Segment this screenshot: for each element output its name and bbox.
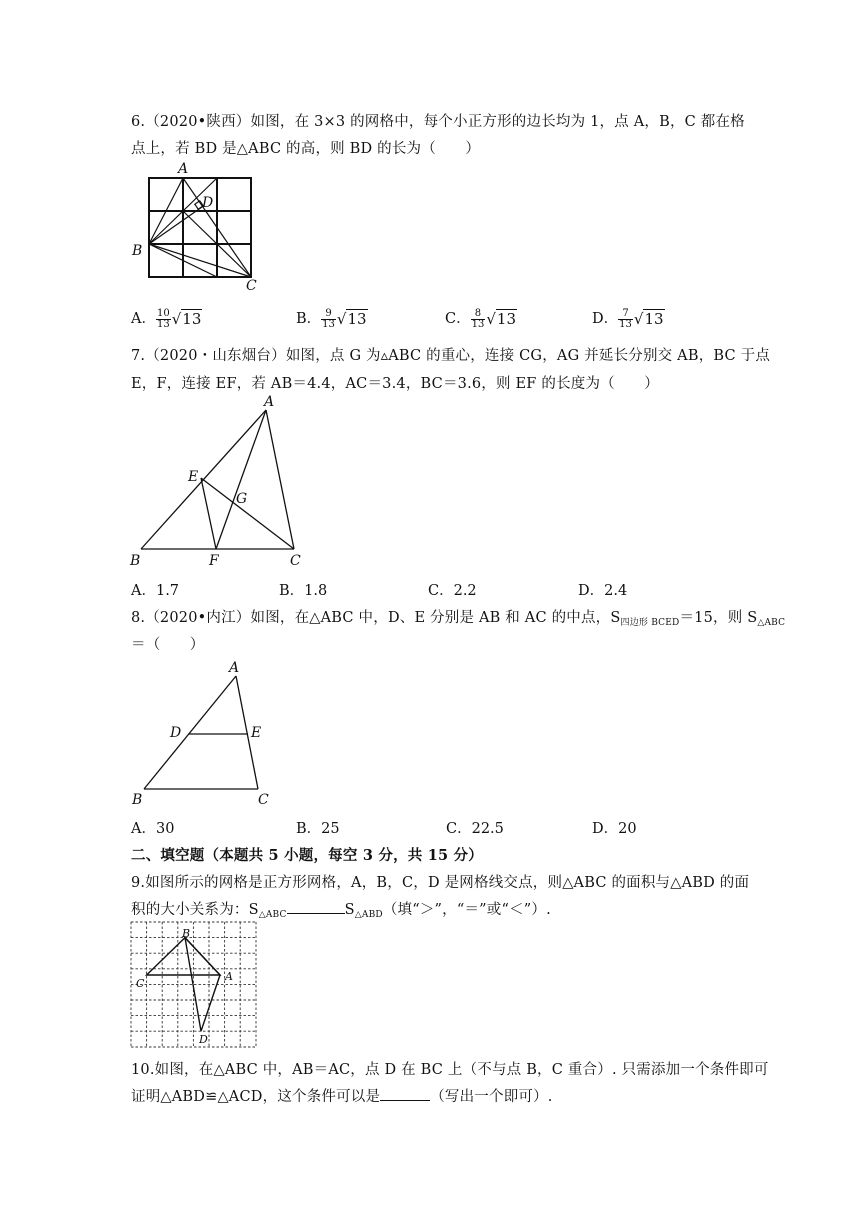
q6-option-c[interactable]: C． $\frac{8}{13}$ √13 — [445, 307, 516, 330]
q8-text-line2: ＝（ ） — [131, 637, 205, 653]
q9-dotted-grid-figure — [128, 920, 260, 1050]
q9-label-A: A — [225, 970, 233, 983]
q8-label-B: B — [132, 792, 143, 808]
q7-label-C: C — [290, 553, 301, 569]
q8-option-a[interactable]: A．30 — [131, 821, 175, 837]
q9-label-C: C — [136, 977, 145, 990]
q8-label-E: E — [251, 725, 262, 741]
q7-triangle-figure — [126, 392, 316, 572]
q8-option-b[interactable]: B．25 — [296, 821, 340, 837]
q7-label-F: F — [209, 553, 219, 569]
q10-text-line2: 证明△ABD≌△ACD，这个条件可以是 （写出一个即可）. — [131, 1089, 553, 1105]
q6-label-B: B — [132, 243, 143, 259]
q6-text-line2: 点上，若 BD 是△ABC 的高，则 BD 的长为（ ） — [131, 141, 481, 157]
q6-option-a[interactable]: A． $\frac{10}{13}$ √13 — [131, 307, 202, 330]
q8-option-c[interactable]: C．22.5 — [446, 821, 504, 837]
q7-label-G: G — [236, 491, 248, 507]
section-heading-fill-in: 二、填空题（本题共 5 小题，每空 3 分，共 15 分） — [131, 847, 483, 864]
option-letter: B． — [296, 311, 322, 327]
option-letter: C． — [445, 311, 471, 327]
q7-text-line1: 7.（2020・山东烟台）如图，点 G 为▵ABC 的重心，连接 CG，AG 并延长分别交 AB，BC 于点 — [131, 348, 771, 364]
q6-option-b[interactable]: B． $\frac{9}{13}$ √13 — [296, 307, 367, 330]
q9-text-line2: 积的大小关系为：$S_{\triangle ABC}$ $S_{\triangle ABD}$（填“＞”，“＝”或“＜”）. — [131, 902, 551, 920]
q8-label-C: C — [258, 792, 269, 808]
q9-label-D: D — [199, 1033, 208, 1046]
option-letter: D． — [592, 311, 619, 327]
q7-label-B: B — [130, 553, 141, 569]
q6-label-A: A — [178, 161, 189, 177]
q7-label-E: E — [188, 469, 199, 485]
q8-label-D: D — [170, 725, 182, 741]
q10-answer-blank[interactable] — [380, 1088, 430, 1101]
q8-option-d[interactable]: D．20 — [592, 821, 637, 837]
q9-label-B: B — [182, 927, 191, 940]
q6-option-d[interactable]: D． $\frac{7}{13}$ √13 — [592, 307, 664, 330]
option-letter: A． — [131, 311, 156, 327]
q6-text-line1: 6.（2020•陕西）如图，在 3×3 的网格中，每个小正方形的边长均为 1，点 A，B，C 都在格 — [131, 114, 745, 130]
q8-triangle-figure — [126, 656, 286, 808]
q8-label-A: A — [229, 660, 240, 676]
q7-option-b[interactable]: B．1.8 — [279, 583, 328, 599]
q7-option-d[interactable]: D．2.4 — [578, 583, 628, 599]
q7-option-a[interactable]: A．1.7 — [131, 583, 180, 599]
q6-label-C: C — [246, 278, 257, 294]
q7-text-line2: E，F，连接 EF，若 AB＝4.4，AC＝3.4，BC＝3.6，则 EF 的长度为（ ） — [131, 376, 659, 392]
q9-text-line1: 9.如图所示的网格是正方形网格，A，B，C，D 是网格线交点，则△ABC 的面积与△ABD 的面 — [131, 875, 750, 891]
q8-text-line1: 8.（2020•内江）如图，在△ABC 中，D、E 分别是 AB 和 AC 的中点，$S_{四边形 BCED}=15$，则 $S_{\triangle ABC}$ — [131, 610, 786, 628]
q6-label-D: D — [202, 195, 214, 211]
q6-grid-figure — [128, 160, 268, 295]
q9-answer-blank[interactable] — [287, 901, 345, 914]
q10-text-line1: 10.如图，在△ABC 中，AB＝AC，点 D 在 BC 上（不与点 B，C 重合）. 只需添加一个条件即可 — [131, 1062, 769, 1078]
q7-label-A: A — [264, 394, 275, 410]
q7-option-c[interactable]: C．2.2 — [428, 583, 477, 599]
